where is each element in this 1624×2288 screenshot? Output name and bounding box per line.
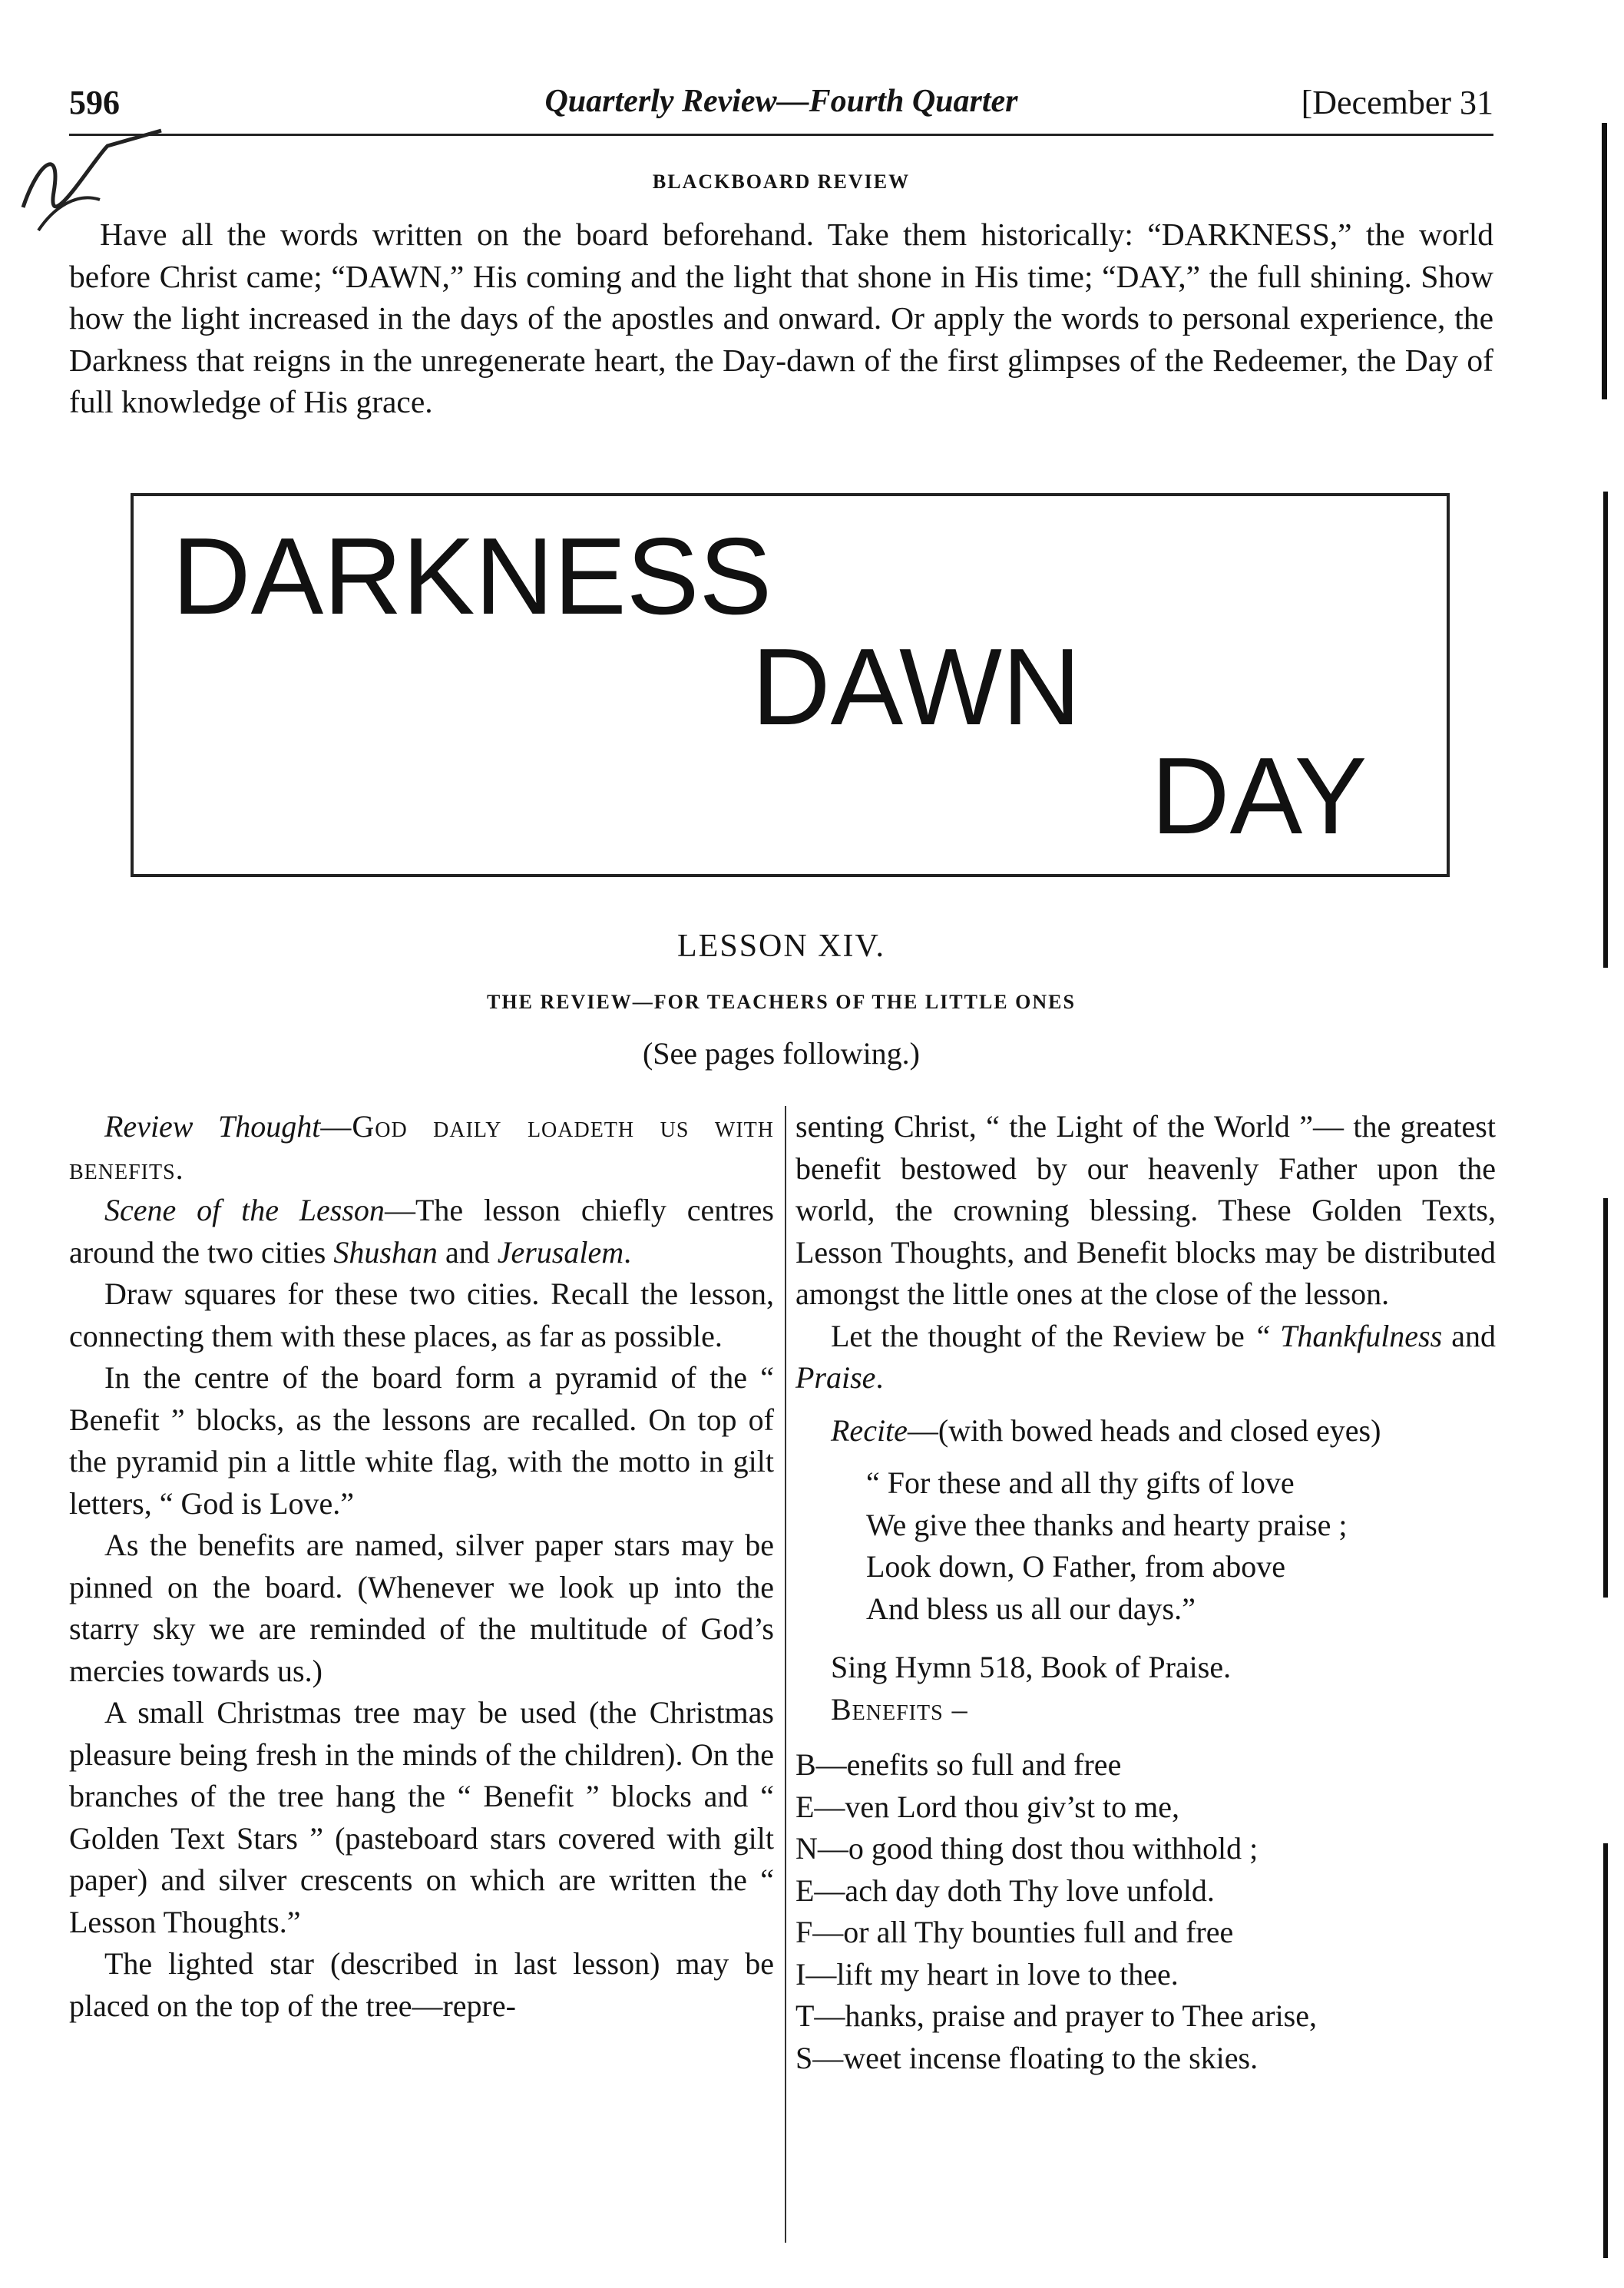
intro-paragraph: Have all the words written on the board beforehand. Take them historically: “DARKNESS,” the world before Christ came; “DAWN,” His coming and the light that shone in His time; “DAY,” the full shining. Show how the light increased in the days of the apostles and onward. Or apply the words to personal experience, the Darkness that reigns in the unregenerate heart, the Day-dawn of the first glimpses of the Redeemer, the Day of full knowledge of His grace.: [69, 217, 1493, 419]
review-thought-label: Review Thought: [104, 1109, 321, 1144]
running-title: Quarterly Review—Fourth Quarter: [544, 84, 1018, 119]
scene-of-lesson: [69, 1190, 774, 1273]
review-thought: [69, 1106, 774, 1190]
praise-period: .: [875, 1360, 884, 1395]
lesson-subtitle: THE REVIEW—FOR TEACHERS OF THE LITTLE ONES: [487, 991, 1076, 1013]
acrostic-line: E—ach day doth Thy love unfold.: [795, 1872, 1215, 1908]
praise-word: Praise: [795, 1360, 876, 1395]
paragraph-silver-stars: As the benefits are named, silver paper stars may be pinned on the board. (Whenever we look up into the starry sky we are reminded of the multitude of God’s mercies towards us.): [69, 1528, 774, 1688]
city-jerusalem: Jerusalem: [497, 1234, 624, 1270]
paragraph-christmas-tree: A small Christmas tree may be used (the Christmas pleasure being fresh in the minds of the children). On the branches of the tree hang the “ Benefit ” blocks and “ Golden Text Stars ” (pasteboard stars covered with gilt paper) and silver crescents on which are written the “ Lesson Thoughts.”: [69, 1695, 774, 1939]
verse-line: And bless us all our days.”: [866, 1591, 1196, 1626]
verse-line: We give thee thanks and hearty praise ;: [866, 1507, 1348, 1542]
blackboard-diagram: [131, 493, 1450, 877]
board-word-dawn: DAWN: [752, 626, 1081, 748]
see-pages-note: (See pages following.): [642, 1036, 920, 1071]
scan-edge-mark: [1603, 1843, 1608, 2258]
acrostic-line: N—o good thing dost thou withhold ;: [795, 1831, 1259, 1866]
running-header: [69, 83, 1493, 129]
recite-text: —(with bowed heads and closed eyes): [907, 1412, 1381, 1448]
acrostic-line: T—hanks, praise and prayer to Thee arise,: [795, 1998, 1318, 2033]
paragraph-draw-squares: Draw squares for these two cities. Recall the lesson, connecting them with these places, as far as possible.: [69, 1276, 774, 1353]
verse-line: “ For these and all thy gifts of love: [866, 1465, 1295, 1500]
acrostic-line: I—lift my heart in love to thee.: [795, 1956, 1179, 1992]
acrostic-line: F—or all Thy bounties full and free: [795, 1915, 1234, 1949]
lesson-title: LESSON XIV.: [677, 929, 885, 964]
acrostic-line: S—weet incense floating to the skies.: [795, 2040, 1259, 2075]
city-shushan: Shushan: [333, 1234, 438, 1270]
let-text: Let the thought of the Review be: [831, 1318, 1254, 1353]
handwritten-annotation: [8, 115, 177, 238]
board-word-day: DAY: [1151, 735, 1368, 857]
scene-label: Scene of the Lesson: [104, 1193, 385, 1227]
board-word-darkness: DARKNESS: [172, 515, 772, 637]
scan-edge-mark: [1602, 123, 1607, 399]
header-date: [December 31: [1301, 84, 1493, 121]
verse-line: Look down, O Father, from above: [866, 1549, 1286, 1584]
review-thought-text: —God daily loadeth us with benefits.: [69, 1109, 774, 1186]
right-column: [795, 1106, 1496, 2079]
blackboard-review-heading: BLACKBOARD REVIEW: [652, 171, 911, 193]
paragraph-lighted-star: The lighted star (described in last lesson) may be placed on the top of the tree—repre-: [69, 1946, 774, 2023]
scene-text: —The lesson chiefly centres around the two cities: [69, 1193, 774, 1270]
scene-period: .: [623, 1234, 632, 1270]
page-number: 596: [69, 84, 120, 121]
scan-edge-mark: [1603, 1198, 1608, 1598]
paragraph-pyramid: In the centre of the board form a pyramid of the “ Benefit ” blocks, as the lessons are recalled. On top of the pyramid pin a little white flag, with the motto in gilt letters, “ God is Love.”: [69, 1360, 774, 1521]
paragraph-continued: senting Christ, “ the Light of the World ”— the greatest benefit bestowed by our heavenly Father upon the world, the crowning blessing. These Golden Texts, Lesson Thoughts, and Benefit blocks may be distributed amongst the little ones at the close of the lesson.: [795, 1109, 1496, 1311]
and-text: and: [437, 1234, 498, 1270]
header-rule: [69, 134, 1493, 136]
column-divider: [785, 1106, 786, 2243]
acrostic-line: E—ven Lord thou giv’st to me,: [795, 1789, 1179, 1824]
benefits-label: Benefits –: [831, 1691, 968, 1727]
recite-verse: [795, 1462, 1496, 1630]
left-column: [69, 1106, 774, 2027]
sing-hymn: Sing Hymn 518, Book of Praise.: [831, 1650, 1232, 1684]
and-word: and: [1442, 1318, 1496, 1353]
paragraph-review-thought: [795, 1316, 1496, 1399]
acrostic-line: B—enefits so full and free: [795, 1747, 1122, 1782]
benefits-acrostic: [795, 1744, 1496, 2079]
scan-edge-mark: [1603, 492, 1608, 968]
thankfulness-word: “ Thankfulness: [1253, 1318, 1443, 1353]
recite-instruction: [795, 1410, 1496, 1452]
recite-label: Recite: [831, 1412, 908, 1448]
blackboard-review-text: [69, 214, 1493, 423]
